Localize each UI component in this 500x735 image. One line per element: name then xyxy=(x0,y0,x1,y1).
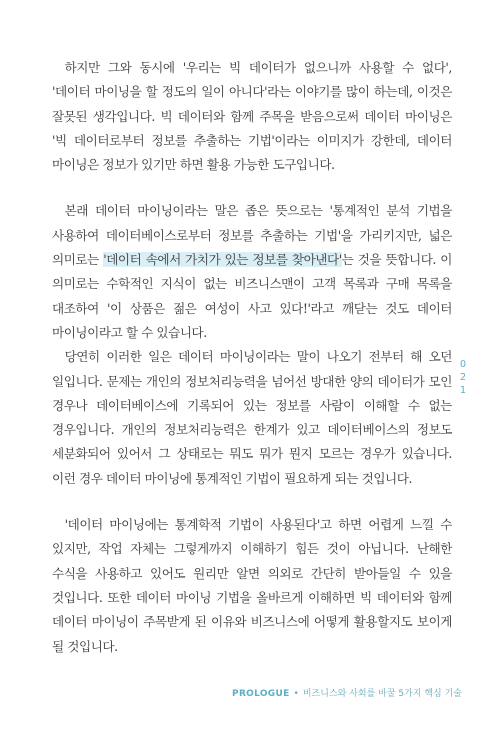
paragraph-1-text: 하지만 그와 동시에 '우리는 빅 데이터가 없으니까 사용할 수 없다', '데이터 마이닝을 할 정도의 일이 아니다'라는 이야기를 많이 하는데, 이것은 잘못된 생각입니다. 빅 데이터와 함께 주목을 받음으로써 데이터 마이닝은 '빅 데이터로부터 정보를 추출하는 기법'이라는 이미지가 강한데, 데이터 마이닝은 정보가 있기만 하면 활용 가능한 도구입니다. xyxy=(52,60,452,173)
paragraph-3 xyxy=(52,345,452,491)
paragraph-2-text-start: 본래 데이터 마이닝이라는 말은 좁은 뜻으로는 '통계적인 분석 기법을 사용하여 데이터베이스로부터 정보를 추출하는 기법'을 가리키지만, 넓은 의미로는 xyxy=(52,203,452,268)
running-footer xyxy=(232,686,462,699)
footer-separator: • xyxy=(293,689,299,699)
footer-section-label: PROLOGUE xyxy=(232,689,290,699)
highlighted-phrase: '데이터 속에서 가치가 있는 정보를 찾아낸다' xyxy=(103,252,342,268)
paragraph-3-text: 당연히 이러한 일은 데이터 마이닝이라는 말이 나오기 전부터 해 오던 일입니다. 문제는 개인의 정보처리능력을 넘어선 방대한 양의 데이터가 모인 경우나 데이터베이스에 기록되어 있는 정보를 사람이 이해할 수 없는 경우입니다. 개인의 정보처리능력은 한계가 있고 데이터베이스의 정보도 세분화되어 있어서 그 상태로는 뭐도 뭐가 뭔지 모르는 경우가 있습니다. 이런 경우 데이터 마이닝에 통계적인 기법이 필요하게 되는 것입니다. xyxy=(52,349,452,486)
page-number xyxy=(458,358,468,397)
footer-book-title: 비즈니스와 사회를 바꿀 5가지 핵심 기술 xyxy=(302,689,462,699)
page-body xyxy=(52,56,452,659)
paragraph-1 xyxy=(52,56,452,177)
page-number-digit: 2 xyxy=(459,372,467,383)
paragraph-4 xyxy=(52,513,452,659)
page-number-digit: 0 xyxy=(459,359,467,370)
page-number-digit: 1 xyxy=(459,385,467,396)
paragraph-2-text-end: 는 것을 뜻합니다. 이 의미로는 수학적인 지식이 없는 비즈니스맨이 고객 목록과 구매 목록을 대조하여 '이 상품은 젊은 여성이 사고 있다!'라고 깨닫는 것도 데이터 마이닝이라고 할 수 있습니다. xyxy=(52,252,453,340)
paragraph-2 xyxy=(52,199,452,345)
paragraph-4-text: '데이터 마이닝에는 통계학적 기법이 사용된다'고 하면 어렵게 느낄 수 있지만, 작업 자체는 그렇게까지 이해하기 힘든 것이 아닙니다. 난해한 수식을 사용하고 있어도 원리만 알면 의외로 간단히 받아들일 수 있을 것입니다. 또한 데이터 마이닝 기법을 올바르게 이해하면 빅 데이터와 함께 데이터 마이닝이 주목받게 된 이유와 비즈니스에 어떻게 활용할지도 보이게 될 것입니다. xyxy=(52,517,452,654)
